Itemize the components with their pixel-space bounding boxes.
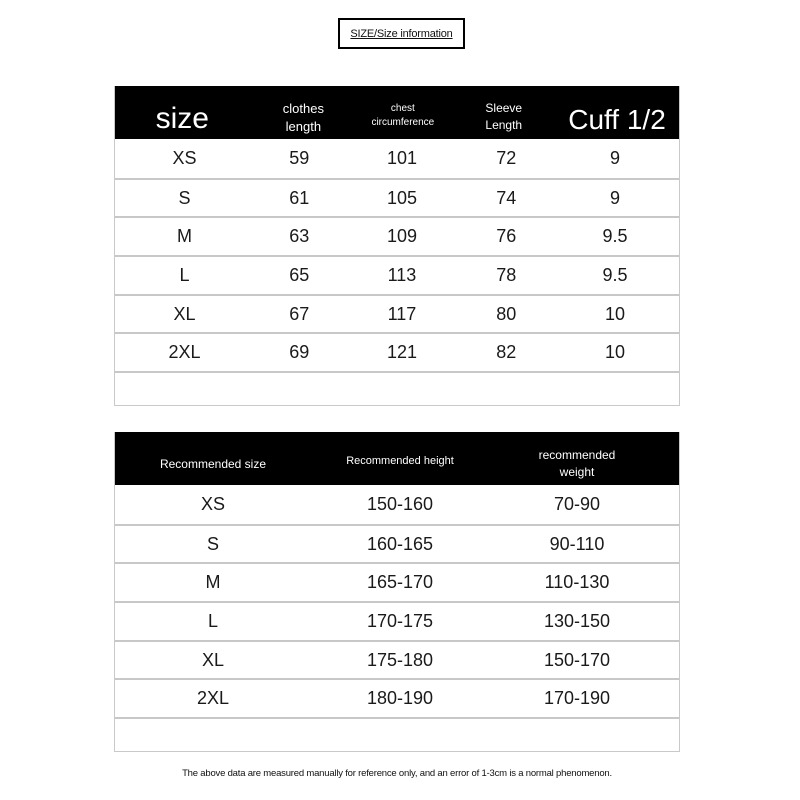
cell-clothes-length: 67	[289, 303, 310, 324]
cell-size: S	[206, 533, 219, 554]
table-row	[115, 640, 679, 679]
cell-cuff: 10	[604, 303, 625, 324]
cell-weight: 150-170	[543, 649, 611, 670]
cell-clothes-length: 69	[289, 342, 310, 363]
cell-chest: 117	[387, 303, 417, 324]
cell-size: 2XL	[168, 342, 201, 363]
header-cuff: Cuff 1/2	[568, 103, 666, 135]
cell-weight: 130-150	[543, 610, 611, 631]
cell-chest: 105	[386, 187, 417, 208]
cell-size: XS	[172, 147, 197, 168]
cell-size: L	[207, 610, 218, 631]
cell-size: XS	[200, 493, 225, 514]
cell-sleeve: 76	[496, 226, 517, 247]
cell-size: S	[178, 187, 191, 208]
cell-cuff: 10	[604, 342, 625, 363]
recommendation-table-header	[115, 432, 679, 485]
header-recommended-height: Recommended height	[346, 454, 454, 467]
table-row	[115, 216, 679, 255]
header-clothes-length: clothes length	[282, 100, 324, 134]
cell-height: 180-190	[366, 688, 434, 709]
cell-clothes-length: 63	[289, 226, 310, 247]
table-row	[115, 178, 679, 217]
cell-chest: 109	[386, 226, 417, 247]
table-row	[115, 601, 679, 640]
header-recommended-weight: recommended weight	[538, 448, 616, 479]
table-row	[115, 139, 679, 178]
cell-weight: 170-190	[543, 688, 611, 709]
cell-height: 165-170	[366, 572, 434, 593]
header-size: size	[155, 102, 209, 136]
cell-sleeve: 78	[496, 264, 517, 285]
cell-clothes-length: 59	[289, 147, 310, 168]
cell-weight: 90-110	[549, 533, 605, 554]
table-row	[115, 524, 679, 563]
footnote: The above data are measured manually for reference only, and an error of 1-3cm is a normal phenomenon.	[182, 768, 612, 779]
cell-clothes-length: 65	[289, 264, 310, 285]
recommendation-table	[114, 432, 680, 752]
table-row	[115, 678, 679, 717]
table-row	[115, 294, 679, 333]
header-recommended-size: Recommended size	[159, 457, 267, 472]
empty-table-row	[115, 371, 679, 405]
cell-height: 170-175	[366, 610, 434, 631]
cell-sleeve: 74	[496, 187, 517, 208]
table-row	[115, 485, 679, 524]
cell-size: 2XL	[196, 688, 230, 709]
cell-sleeve: 80	[496, 303, 517, 324]
cell-chest: 101	[386, 147, 417, 168]
cell-cuff: 9	[609, 187, 620, 208]
page-title: SIZE/Size information	[350, 27, 453, 40]
cell-height: 160-165	[366, 533, 434, 554]
header-chest-circumference: chest circumference	[371, 103, 435, 128]
cell-size: M	[177, 226, 192, 247]
cell-height: 150-160	[366, 493, 434, 514]
table-row	[115, 332, 679, 371]
cell-size: L	[179, 264, 190, 285]
empty-table-row	[115, 717, 679, 751]
cell-cuff: 9.5	[602, 226, 628, 247]
cell-size: XL	[201, 649, 225, 670]
header-sleeve-length: Sleeve Length	[485, 101, 523, 132]
cell-weight: 110-130	[544, 572, 610, 593]
cell-cuff: 9	[609, 147, 620, 168]
cell-weight: 70-90	[553, 493, 601, 514]
size-table	[114, 86, 680, 406]
cell-size: M	[205, 572, 221, 593]
cell-cuff: 9.5	[602, 264, 628, 285]
title-box	[338, 18, 465, 49]
cell-sleeve: 72	[496, 147, 517, 168]
cell-height: 175-180	[366, 649, 434, 670]
cell-chest: 113	[387, 264, 417, 285]
cell-chest: 121	[386, 342, 417, 363]
size-table-header	[115, 86, 679, 139]
table-row	[115, 562, 679, 601]
table-row	[115, 255, 679, 294]
cell-clothes-length: 61	[289, 187, 310, 208]
cell-size: XL	[173, 303, 196, 324]
cell-sleeve: 82	[496, 342, 517, 363]
